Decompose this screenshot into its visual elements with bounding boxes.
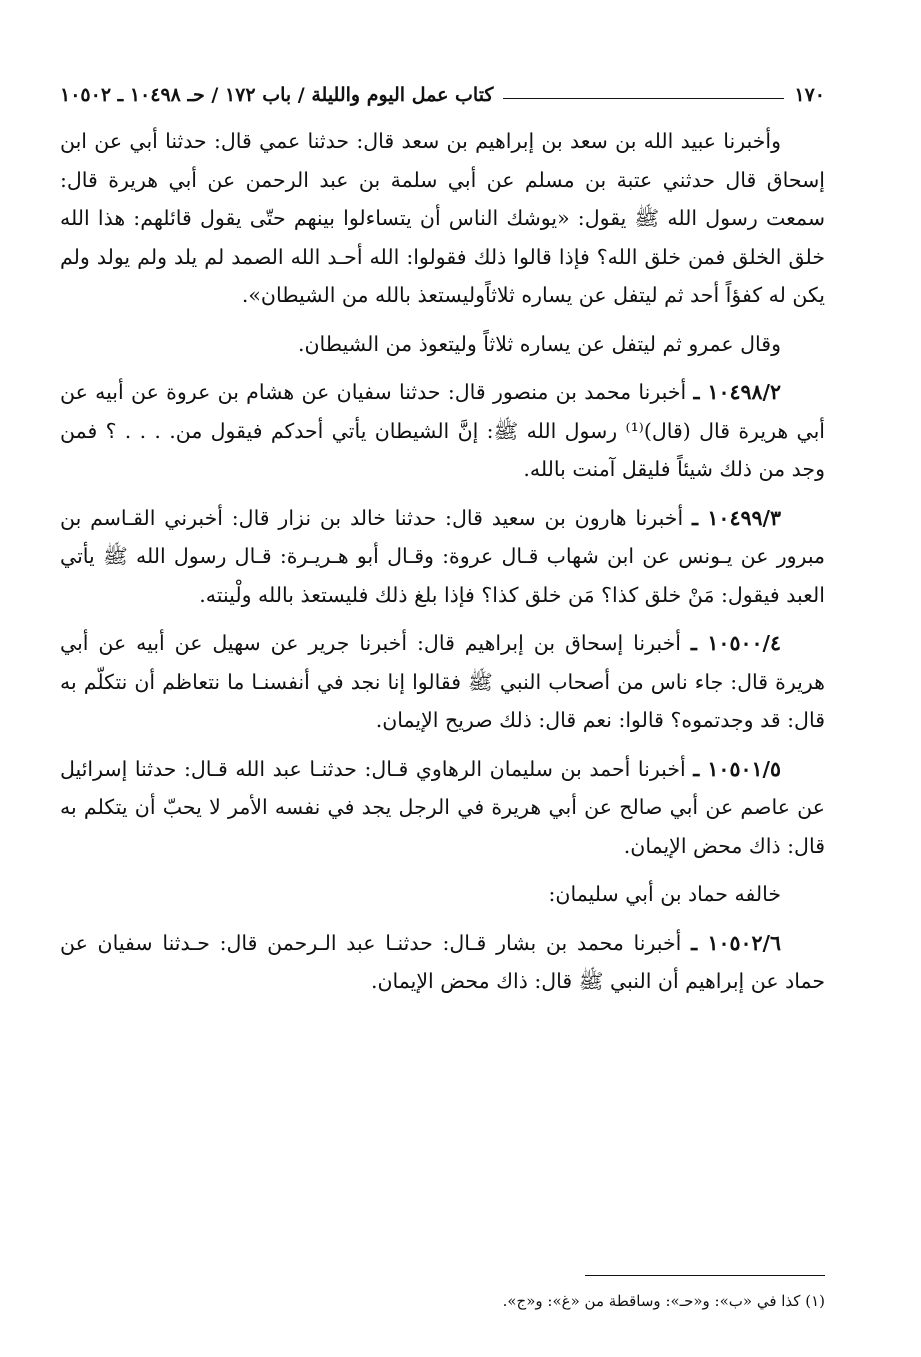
hadith-10501 xyxy=(60,750,825,866)
paragraph-text: أخبرنا محمد بن منصور قال: حدثنا سفيان عن هشام بن عروة عن أبيه عن أبي هريرة قال (قال)⁽¹⁾ رسول الله ﷺ: إنَّ الشيطان يأتي أحدكم فيقول من. . . . ؟ فمن وجد من ذلك شيئاً فليقل آمنت بالله. xyxy=(60,380,825,481)
main-text xyxy=(60,122,825,1001)
book-page xyxy=(60,78,825,1318)
paragraph-text: خالفه حماد بن أبي سليمان: xyxy=(548,882,781,906)
paragraph-1 xyxy=(60,122,825,315)
paragraph-text: أخبرنا هارون بن سعيد قال: حدثنا خالد بن نزار قال: أخبرني القـاسم بن مبرور عن يـونس عن ابن شهاب قـال عروة: وقـال أبو هـريـرة: قـال رسول الله ﷺ يأتي العبد فيقول: مَنْ خلق كذا؟ مَن خلق كذا؟ فإذا بلغ ذلك فليستعذ بالله ولْينته. xyxy=(60,505,825,607)
paragraph-2 xyxy=(60,325,825,364)
paragraph-note xyxy=(60,875,825,914)
footnote: (١) كذا في «ب»: و«حـ»: وساقطة من «غ»: و«ج». xyxy=(502,1292,825,1310)
hadith-10498 xyxy=(60,373,825,489)
hadith-10502 xyxy=(60,924,825,1001)
hadith-number: ١٠٥٠١/٥ ـ xyxy=(693,756,781,781)
paragraph-text: وقال عمرو ثم ليتفل عن يساره ثلاثاً وليتعوذ من الشيطان. xyxy=(297,331,781,356)
hadith-number: ١٠٥٠٠/٤ ـ xyxy=(690,631,781,655)
header-rule xyxy=(503,98,784,99)
running-title: كتاب عمل اليوم والليلة / باب ١٧٢ / حـ ١٠٤٩٨ ـ ١٠٥٠٢ xyxy=(60,84,494,106)
hadith-number: ١٠٥٠٢/٦ ـ xyxy=(691,930,781,955)
paragraph-text: أخبرنا محمد بن بشار قـال: حدثنـا عبد الـرحمن قال: حـدثنا سفيان عن حماد عن إبراهيم أن النبي ﷺ قال: ذاك محض الإيمان. xyxy=(60,930,825,993)
paragraph-text: أخبرنا إسحاق بن إبراهيم قال: أخبرنا جرير عن سهيل عن أبيه عن أبي هريرة قال: جاء ناس من أصحاب النبي ﷺ فقالوا إنا نجد في أنفسنـا ما نتعاظم أن نتكلّم به قال: قد وجدتموه؟ قالوا: نعم قال: ذلك صريح الإيمان. xyxy=(60,631,825,732)
hadith-10499 xyxy=(60,499,825,615)
running-header xyxy=(60,78,825,112)
page-number: ١٧٠ xyxy=(794,84,825,106)
footnote-rule xyxy=(585,1275,825,1276)
paragraph-text: أخبرنا أحمد بن سليمان الرهاوي قـال: حدثنـا عبد الله قـال: حدثنا إسرائيل عن عاصم عن أبي صالح عن أبي هريرة في الرجل يجد في نفسه الأمر لا يحبّ أن يتكلم به قال: ذاك محض الإيمان. xyxy=(60,756,825,858)
paragraph-text: وأخبرنا عبيد الله بن سعد بن إبراهيم بن سعد قال: حدثنا عمي قال: حدثنا أبي عن ابن إسحاق قال حدثني عتبة بن مسلم عن أبي سلمة بن عبد الرحمن عن أبي هريرة قال: سمعت رسول الله ﷺ يقول: «يوشك الناس أن يتساءلوا بينهم حتّى يقول قائلهم: هذا الله خلق الخلق فمن خلق الله؟ فإذا قالوا ذلك فقولوا: الله أحـد الله الصمد لم يلد ولم يولد ولم يكن له كفؤاً أحد ثم ليتفل عن يساره ثلاثاًوليستعذ بالله من الشيطان». xyxy=(60,129,825,307)
hadith-number: ١٠٤٩٩/٣ ـ xyxy=(691,505,781,530)
hadith-number: ١٠٤٩٨/٢ ـ xyxy=(693,380,781,404)
hadith-10500 xyxy=(60,624,825,740)
